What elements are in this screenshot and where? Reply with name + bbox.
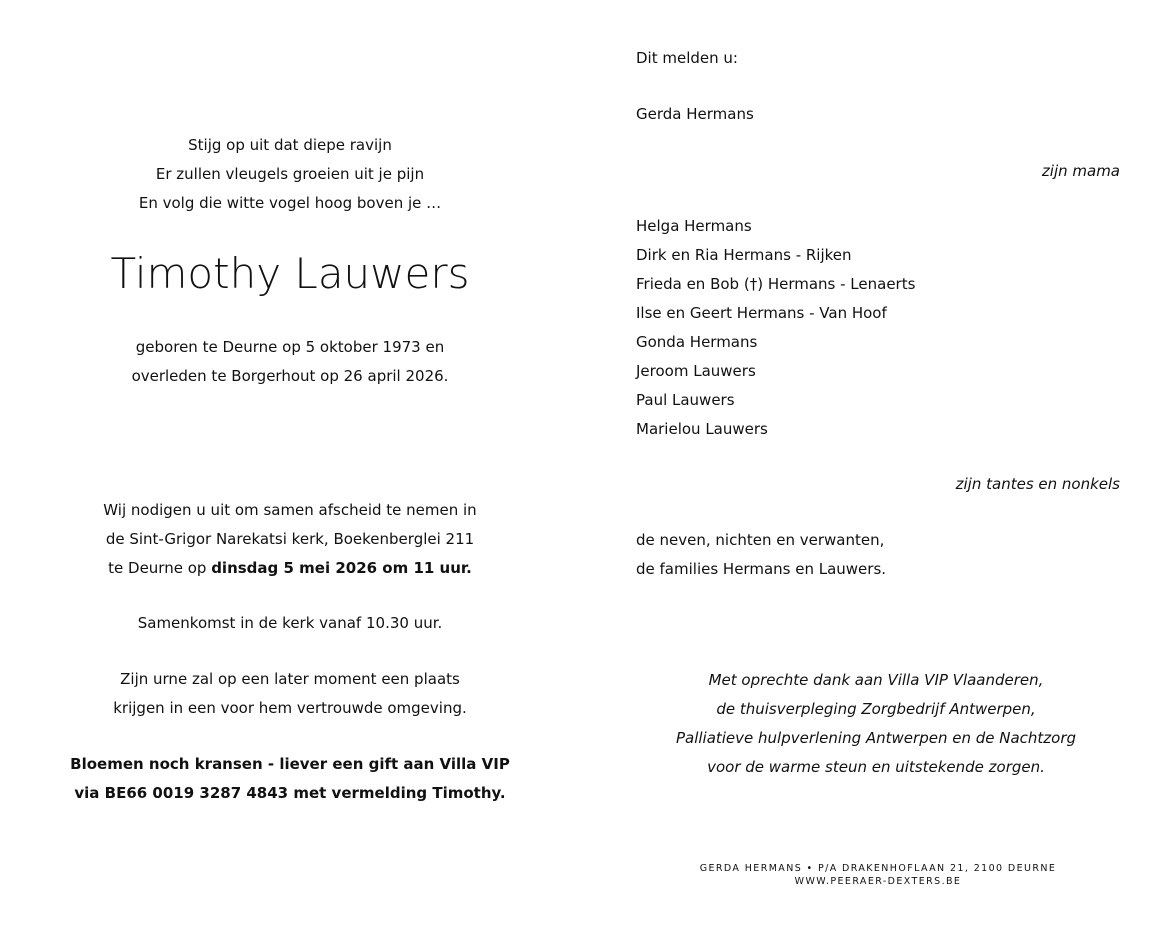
- website: WWW.PEERAER-DEXTERS.BE: [794, 876, 962, 887]
- invite-date-prefix: te Deurne op: [108, 559, 212, 577]
- relatives: [636, 526, 1120, 584]
- thanks-line: voor de warme steun en uitstekende zorgen.: [707, 758, 1045, 776]
- flowers-note: [60, 750, 520, 808]
- poem: [60, 131, 520, 218]
- announcement-intro: Dit melden u:: [636, 49, 738, 67]
- footer: [636, 862, 1120, 888]
- family-member: Dirk en Ria Hermans - Rijken: [636, 246, 852, 264]
- urn-line: krijgen in een voor hem vertrouwde omgeving.: [113, 699, 467, 717]
- urn-line: Zijn urne zal op een later moment een plaats: [120, 670, 460, 688]
- family-member: Paul Lauwers: [636, 391, 735, 409]
- mother-name: Gerda Hermans: [636, 105, 754, 123]
- deceased-name: Timothy Lauwers: [110, 249, 470, 298]
- invite-line: Wij nodigen u uit om samen afscheid te nemen in: [103, 501, 477, 519]
- thanks-line: de thuisverpleging Zorgbedrijf Antwerpen,: [716, 700, 1036, 718]
- life-dates: [60, 333, 520, 391]
- family-member: Marielou Lauwers: [636, 420, 768, 438]
- family-member: Ilse en Geert Hermans - Van Hoof: [636, 304, 887, 322]
- flowers-line: via BE66 0019 3287 4843 met vermelding Timothy.: [74, 784, 506, 802]
- poem-line: Stijg op uit dat diepe ravijn: [188, 136, 392, 154]
- family-member: Jeroom Lauwers: [636, 362, 756, 380]
- funeral-date: dinsdag 5 mei 2026 om 11 uur.: [211, 559, 472, 577]
- poem-line: En volg die witte vogel hoog boven je …: [138, 194, 442, 212]
- urn-note: [60, 665, 520, 723]
- flowers-line: Bloemen noch kransen - liever een gift aan Villa VIP: [70, 755, 510, 773]
- invite-line: [60, 554, 520, 583]
- family-member: Helga Hermans: [636, 217, 752, 235]
- family-member: Frieda en Bob (†) Hermans - Lenaerts: [636, 275, 916, 293]
- death-line: overleden te Borgerhout op 26 april 2026.: [131, 367, 449, 385]
- family-list: [636, 212, 1120, 444]
- thanks-line: Met oprechte dank aan Villa VIP Vlaanderen,: [708, 671, 1044, 689]
- funeral-invitation: [60, 496, 520, 583]
- invite-line: de Sint-Grigor Narekatsi kerk, Boekenberglei 211: [105, 530, 475, 548]
- family-role: zijn tantes en nonkels: [955, 475, 1120, 493]
- family-member: Gonda Hermans: [636, 333, 758, 351]
- relatives-line: de families Hermans en Lauwers.: [636, 560, 887, 578]
- thanks-line: Palliatieve hulpverlening Antwerpen en de Nachtzorg: [675, 729, 1077, 747]
- gathering-line: Samenkomst in de kerk vanaf 10.30 uur.: [137, 614, 443, 632]
- mother-role: zijn mama: [1041, 162, 1120, 180]
- birth-line: geboren te Deurne op 5 oktober 1973 en: [135, 338, 445, 356]
- relatives-line: de neven, nichten en verwanten,: [636, 531, 885, 549]
- correspondence-address: GERDA HERMANS • P/A DRAKENHOFLAAN 21, 2100 DEURNE: [699, 863, 1057, 874]
- thanks-note: [606, 666, 1146, 782]
- gathering-note: [60, 609, 520, 638]
- poem-line: Er zullen vleugels groeien uit je pijn: [155, 165, 425, 183]
